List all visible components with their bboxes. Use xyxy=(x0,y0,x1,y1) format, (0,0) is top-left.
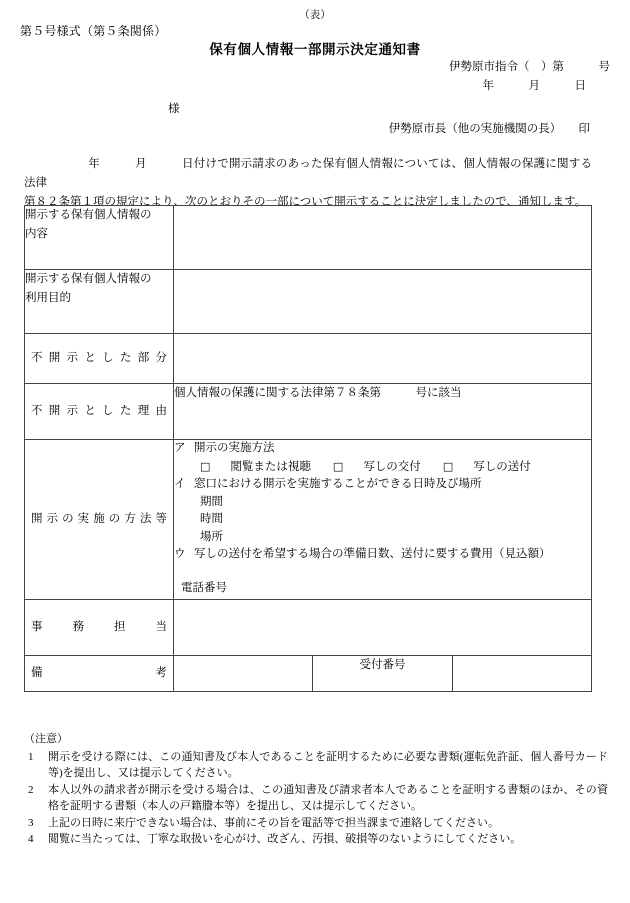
notes-heading: （注意） xyxy=(24,733,68,745)
notes-section xyxy=(24,731,608,848)
label-disclosed-content-l1: 開示する保有個人情報の xyxy=(25,209,152,221)
label-method-text: 開示の実施の方法等 xyxy=(31,513,167,525)
label-disclosed-content xyxy=(25,206,174,270)
label-nondisclosed-part-text: 不開示とした部分 xyxy=(31,352,167,364)
label-disclosed-content-l2: 内容 xyxy=(25,228,48,240)
checkbox-copy-mail-label: 写しの送付 xyxy=(473,460,531,473)
table-row-purpose xyxy=(25,270,592,334)
form-number: 第５号様式（第５条関係） xyxy=(20,24,167,38)
decree-number-line: 伊勢原市指令（ ）第 号 xyxy=(449,61,610,73)
method-sub-time: 時間 xyxy=(200,513,223,525)
disclosure-form-table xyxy=(24,205,592,692)
checkbox-copy-delivery-label: 写しの交付 xyxy=(363,460,421,473)
telephone-label: 電話番号 xyxy=(181,582,227,594)
value-nondisclosed-reason[interactable]: 個人情報の保護に関する法律第７８条第 号に該当 xyxy=(174,384,592,440)
note-item-3 xyxy=(24,815,608,832)
label-remarks-text: 備考 xyxy=(31,667,167,679)
label-nondisclosed-reason xyxy=(25,384,174,440)
method-item-i xyxy=(174,476,591,494)
method-checkbox-row xyxy=(174,458,591,477)
label-staff-text: 事務担当 xyxy=(31,621,167,633)
label-purpose-l2: 利用目的 xyxy=(25,292,71,304)
note-item-2-number: 2 xyxy=(28,783,34,796)
value-disclosed-content[interactable] xyxy=(174,206,592,270)
method-item-u-text: 写しの送付を希望する場合の準備日数、送付に要する費用（見込額） xyxy=(194,548,551,560)
note-item-4-text: 閲覧に当たっては、丁寧な取扱いを心がけ、改ざん、汚損、破損等のないようにしてください。 xyxy=(48,833,522,845)
method-item-a xyxy=(174,440,591,458)
note-item-4-number: 4 xyxy=(28,833,34,845)
note-item-1 xyxy=(24,749,608,782)
note-item-2-text: 本人以外の請求者が開示を受ける場合は、この通知書及び請求者本人であることを証明する書類のほか、その資格を証明する書類（本人の戸籍謄本等）を提出し、又は提示してください。 xyxy=(48,783,608,812)
value-staff[interactable] xyxy=(174,582,592,656)
label-purpose xyxy=(25,270,174,334)
omote-marker: （表） xyxy=(299,10,331,21)
method-item-i-text: 窓口における開示を実施することができる日時及び場所 xyxy=(194,478,482,490)
note-item-1-text: 開示を受ける際には、この通知書及び本人であることを証明するために必要な書類(運転免許証、個人番号カード等)を提出し、又は提示してください。 xyxy=(48,750,608,779)
table-row-nondisclosed-reason xyxy=(25,384,592,440)
method-item-u-marker: ウ xyxy=(174,548,186,560)
value-remarks[interactable] xyxy=(174,656,313,692)
table-row-nondisclosed-part xyxy=(25,334,592,384)
method-item-i-marker: イ xyxy=(174,478,186,490)
note-item-2 xyxy=(24,782,608,815)
label-purpose-l1: 開示する保有個人情報の xyxy=(25,273,152,285)
table-row-remarks xyxy=(25,656,592,692)
table-row-content xyxy=(25,206,592,270)
addressee-honorific: 様 xyxy=(168,103,180,115)
label-reception-number: 受付番号 xyxy=(313,656,452,692)
note-item-3-number: 3 xyxy=(28,816,34,829)
label-staff xyxy=(25,600,174,656)
label-method xyxy=(25,440,174,600)
value-reception-number[interactable] xyxy=(452,656,591,692)
issue-date-line: 年 月 日 xyxy=(482,80,586,92)
issuer-line: 伊勢原市長（他の実施機関の長） 印 xyxy=(388,123,590,135)
note-item-1-number: 1 xyxy=(28,750,34,763)
label-remarks xyxy=(25,656,174,692)
body-line-1: 年 月 日付けで開示請求のあった保有個人情報については、個人情報の保護に関する法律 xyxy=(24,158,592,189)
value-purpose[interactable] xyxy=(174,270,592,334)
method-list xyxy=(174,440,591,564)
body-paragraph xyxy=(24,155,592,212)
checkbox-copy-mail-icon[interactable]: □ xyxy=(442,459,454,473)
table-row-method xyxy=(25,440,592,600)
method-item-a-marker: ア xyxy=(174,442,186,454)
label-nondisclosed-part xyxy=(25,334,174,384)
body-line-2: 第８２条第１項の規定により、次のとおりその一部について開示することに決定しましたので、通知します。 xyxy=(24,196,587,208)
checkbox-copy-delivery-icon[interactable]: □ xyxy=(332,459,344,473)
page-title: 保有個人情報一部開示決定通知書 xyxy=(209,42,421,57)
note-item-3-text: 上記の日時に来庁できない場合は、事前にその旨を電話等で担当課まで連絡してください。 xyxy=(48,816,499,829)
method-sub-period: 期間 xyxy=(200,495,223,508)
table-row-staff xyxy=(25,600,592,656)
note-item-4 xyxy=(24,831,608,848)
method-item-a-text: 開示の実施方法 xyxy=(194,442,275,454)
checkbox-browse-label: 閲覧または視聴 xyxy=(230,460,311,473)
method-item-u xyxy=(174,546,591,564)
method-sub-place: 場所 xyxy=(200,530,223,543)
label-nondisclosed-reason-text: 不開示とした理由 xyxy=(31,405,167,417)
checkbox-browse-icon[interactable]: □ xyxy=(200,459,211,473)
value-nondisclosed-part[interactable] xyxy=(174,334,592,384)
value-method xyxy=(174,440,592,600)
